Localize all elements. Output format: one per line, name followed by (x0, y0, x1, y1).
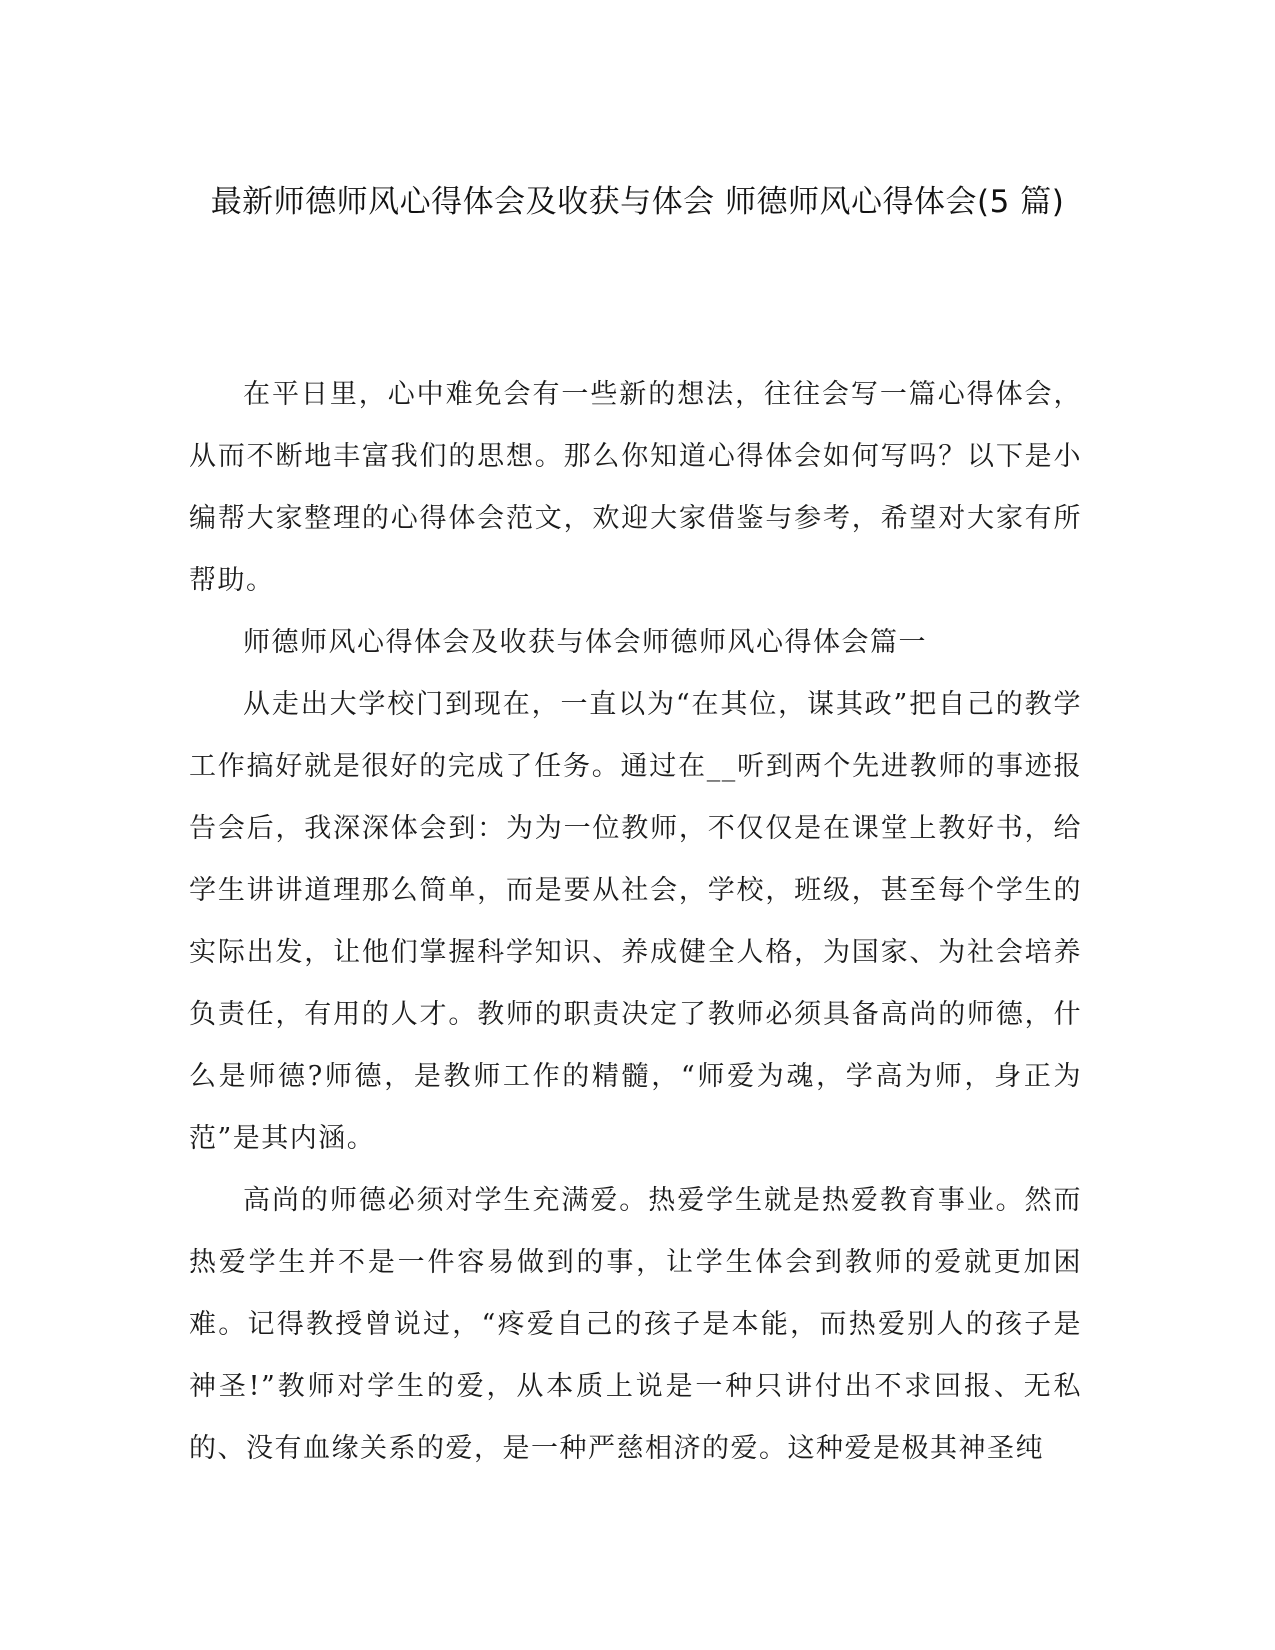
document-title: 最新师德师风心得体会及收获与体会 师德师风心得体会(5 篇) (210, 184, 1065, 220)
section-heading: 师德师风心得体会及收获与体会师德师风心得体会篇一 (243, 627, 927, 658)
paragraph: 从走出大学校门到现在，一直以为“在其位，谋其政”把自己的教学工作搞好就是很好的完成了任务。通过在__听到两个先进教师的事迹报告会后，我深深体会到：为为一位教师，不仅仅是在课堂上教好书，给学生讲讲道理那么简单，而是要从社会，学校，班级，甚至每个学生的实际出发，让他们掌握科学知识、养成健全人格，为国家、为社会培养负责任，有用的人才。教师的职责决定了教师必须具备高尚的师德，什么是师德?师德，是教师工作的精髓，“师爱为魂，学高为师，身正为范”是其内涵。 (189, 689, 1082, 1154)
paragraph: 高尚的师德必须对学生充满爱。热爱学生就是热爱教育事业。然而热爱学生并不是一件容易做到的事，让学生体会到教师的爱就更加困难。记得教授曾说过，“疼爱自己的孩子是本能，而热爱别人的孩子是神圣!”教师对学生的爱，从本质上说是一种只讲付出不求回报、无私的、没有血缘关系的爱，是一种严慈相济的爱。这种爱是极其神圣纯 (189, 1185, 1082, 1464)
document-body (189, 364, 1082, 1480)
paragraph-intro: 在平日里，心中难免会有一些新的想法，往往会写一篇心得体会，从而不断地丰富我们的思想。那么你知道心得体会如何写吗？以下是小编帮大家整理的心得体会范文，欢迎大家借鉴与参考，希望对大家有所帮助。 (189, 379, 1082, 596)
